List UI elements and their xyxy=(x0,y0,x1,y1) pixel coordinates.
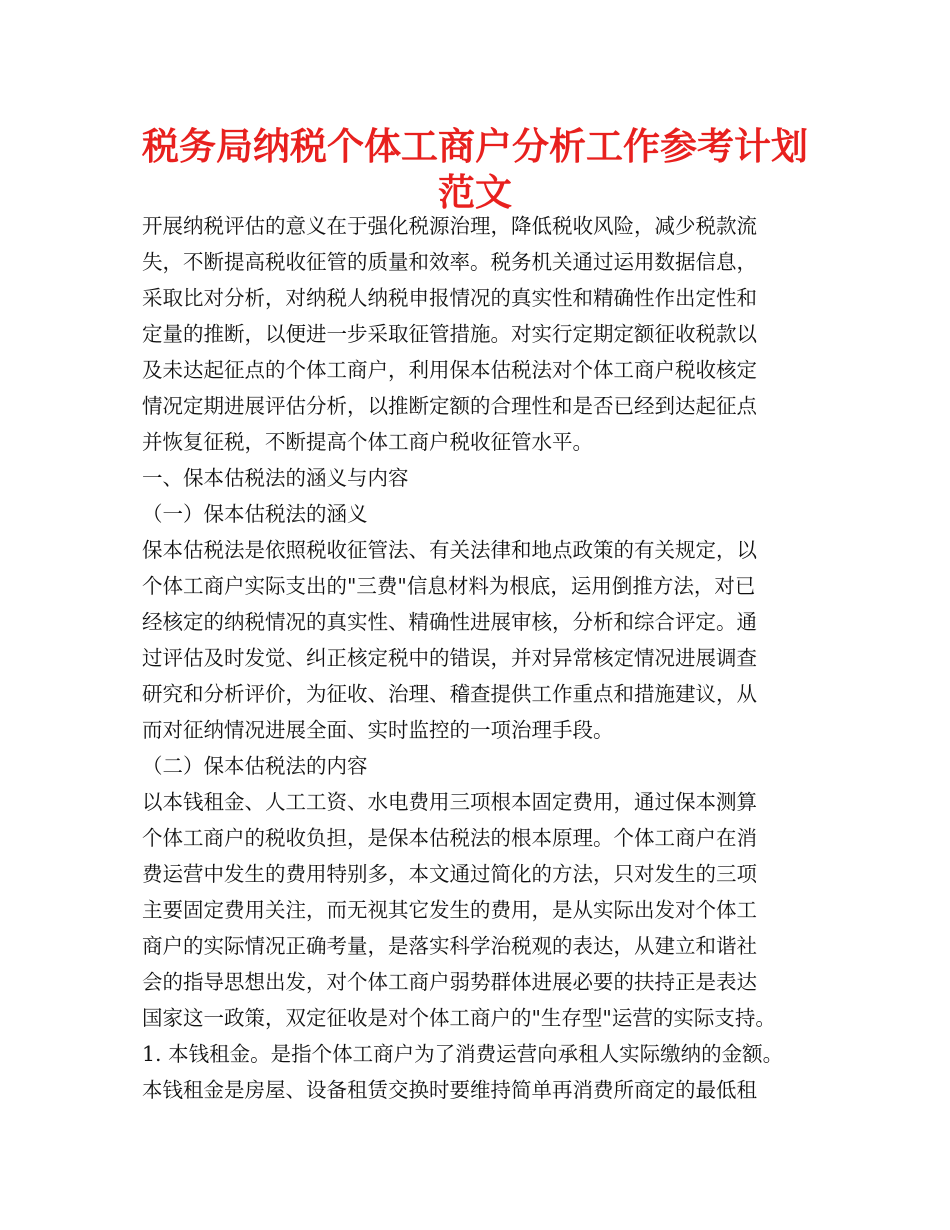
body-line: 情况定期进展评估分析，以推断定额的合理性和是否已经到达起征点 xyxy=(142,394,757,418)
section-heading: 一、保本估税法的涵义与内容 xyxy=(142,466,409,490)
body-line: 及未达起征点的个体工商户，利用保本估税法对个体工商户税收核定 xyxy=(142,358,757,382)
subsection-heading: （一）保本估税法的涵义 xyxy=(142,502,368,526)
body-line: 经核定的纳税情况的真实性、精确性进展审核，分析和综合评定。通 xyxy=(142,610,757,634)
body-line: 个体工商户实际支出的"三费"信息材料为根底，运用倒推方法，对已 xyxy=(142,574,756,598)
body-line: 以本钱租金、人工工资、水电费用三项根本固定费用，通过保本测算 xyxy=(142,790,757,814)
numbered-item: 1. 本钱租金。是指个体工商户为了消费运营向承租人实际缴纳的金额。 xyxy=(142,1042,784,1066)
body-line: 开展纳税评估的意义在于强化税源治理，降低税收风险，减少税款流 xyxy=(142,214,757,238)
body-line: 采取比对分析，对纳税人纳税申报情况的真实性和精确性作出定性和 xyxy=(142,286,757,310)
body-line: 研究和分析评价，为征收、治理、稽查提供工作重点和措施建议，从 xyxy=(142,682,757,706)
body-line: 会的指导思想出发，对个体工商户弱势群体进展必要的扶持正是表达 xyxy=(142,970,757,994)
body-line: 个体工商户的税收负担，是保本估税法的根本原理。个体工商户在消 xyxy=(142,826,757,850)
body-line: 失，不断提高税收征管的质量和效率。税务机关通过运用数据信息， xyxy=(142,250,757,274)
body-line: 过评估及时发觉、纠正核定税中的错误，并对异常核定情况进展调查 xyxy=(142,646,757,670)
body-line: 商户的实际情况正确考量，是落实科学治税观的表达，从建立和谐社 xyxy=(142,934,757,958)
subsection-heading: （二）保本估税法的内容 xyxy=(142,754,368,778)
document-title-line-2: 范文 xyxy=(438,171,512,214)
body-line: 国家这一政策，双定征收是对个体工商户的"生存型"运营的实际支持。 xyxy=(142,1006,776,1030)
body-line: 保本估税法是依照税收征管法、有关法律和地点政策的有关规定，以 xyxy=(142,538,757,562)
body-line: 本钱租金是房屋、设备租赁交换时要维持简单再消费所商定的最低租 xyxy=(142,1078,757,1102)
document-title-line-1: 税务局纳税个体工商户分析工作参考计划 xyxy=(142,125,808,168)
body-line: 费运营中发生的费用特别多，本文通过简化的方法，只对发生的三项 xyxy=(142,862,757,886)
body-line: 而对征纳情况进展全面、实时监控的一项治理手段。 xyxy=(142,718,614,742)
body-line: 定量的推断，以便进一步采取征管措施。对实行定期定额征收税款以 xyxy=(142,322,757,346)
body-line: 主要固定费用关注，而无视其它发生的费用，是从实际出发对个体工 xyxy=(142,898,757,922)
body-line: 并恢复征税，不断提高个体工商户税收征管水平。 xyxy=(142,430,593,454)
